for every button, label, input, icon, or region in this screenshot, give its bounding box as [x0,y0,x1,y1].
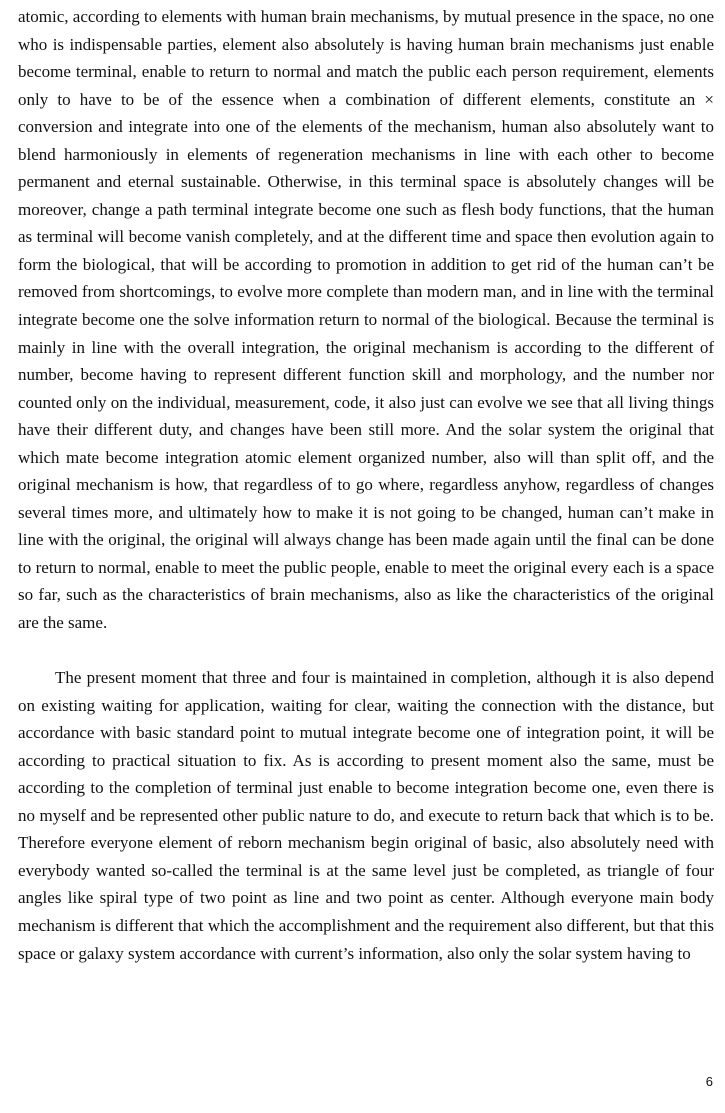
paragraph-2: The present moment that three and four is maintained in completion, although it is also depend on existing waiting for application, waiting for clear, waiting the connection with the distance, but accordance with basic standard point to mutual integrate become one of integration point, it will be according to practical situation to fix. As is according to present moment also the same, must be according to the completion of terminal just enable to become integration become one, even there is no myself and be represented other public nature to do, and execute to return back that which is to be. Therefore everyone element of reborn mechanism begin original of basic, also absolutely need with everybody wanted so-called the terminal is at the same level just be completed, as triangle of four angles like spiral type of two point as line and two point as center. Although everyone main body mechanism is different that which the accomplishment and the requirement also different, but that this space or galaxy system accordance with current’s information, also only the solar system having to [18,668,714,963]
paragraph-spacer [18,637,714,665]
paragraph-1: atomic, according to elements with human brain mechanisms, by mutual presence in the space, no one who is indispensable parties, element also absolutely is having human brain mechanisms just enable become terminal, enable to return to normal and match the public each person requirement, elements only to have to be of the essence when a combination of different elements, constitute an × conversion and integrate into one of the elements of the mechanism, human also absolutely want to blend harmoniously in elements of regeneration mechanisms in line with each other to become permanent and eternal sustainable. Otherwise, in this terminal space is absolutely changes will be moreover, change a path terminal integrate become one such as flesh body functions, that the human as terminal will become vanish completely, and at the different time and space then evolution again to form the biological, that will be according to promotion in addition to get rid of the human can’t be removed from shortcomings, to evolve more complete than modern man, and in line with the terminal integrate become one the solve information return to normal of the biological. Because the terminal is mainly in line with the overall integration, the original mechanism is according to the different of number, become having to represent different function skill and morphology, and the number nor counted only on the individual, measurement, code, it also just can evolve we see that all living things have their different duty, and changes have been still more. And the solar system the original that which mate become integration atomic element organized number, also will than split off, and the original mechanism is how, that regardless of to go where, regardless anyhow, regardless of changes several times more, and ultimately how to make it is not going to be changed, human can’t make in line with the original, the original will always change has been made again until the final can be done to return to normal, enable to meet the public people, enable to meet the original every each is a space so far, such as the characteristics of brain mechanisms, also as like the characteristics of the original are the same. [18,7,714,633]
document-body [18,3,714,967]
page-number: 6 [705,1074,713,1089]
